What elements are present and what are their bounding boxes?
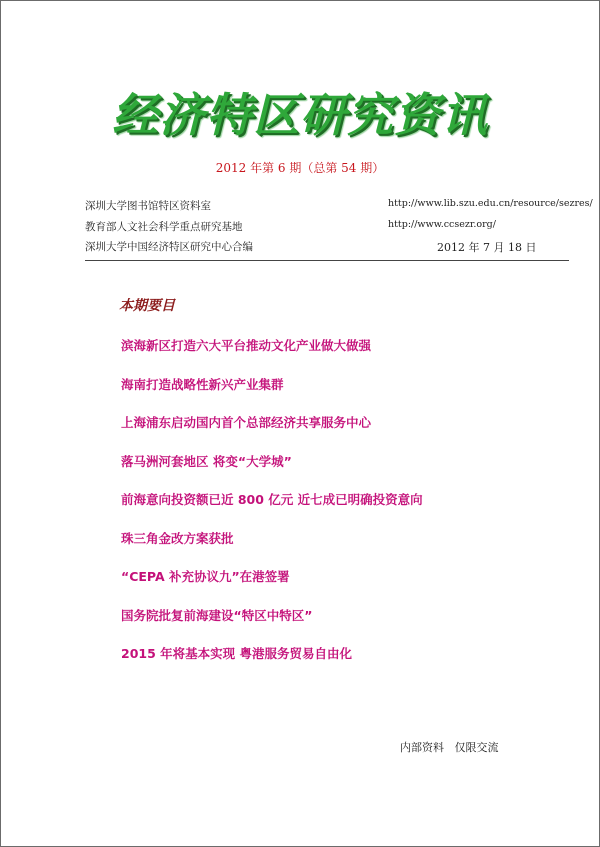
publisher-row xyxy=(85,198,593,216)
toc-item[interactable]: 前海意向投资额已近 800 亿元 近七成已明确投资意向 xyxy=(121,492,423,507)
masthead-title: 经济特区研究资讯 xyxy=(112,88,488,142)
toc-item[interactable]: 上海浦东启动国内首个总部经济共享服务中心 xyxy=(121,415,372,430)
toc-item[interactable]: 落马洲河套地区 将变“大学城” xyxy=(121,453,292,469)
publisher-name: 教育部人文社会科学重点研究基地 xyxy=(85,221,243,233)
publication-date: 2012 年 7 月 18 日 xyxy=(437,241,537,254)
publisher-name: 深圳大学图书馆特区资料室 xyxy=(85,200,211,212)
table-of-contents xyxy=(121,336,581,683)
footer-note: 内部资料 仅限交流 xyxy=(400,741,499,754)
publisher-row xyxy=(85,239,570,257)
toc-item[interactable]: 珠三角金改方案获批 xyxy=(121,530,234,546)
contents-title: 本期要目 xyxy=(119,298,175,314)
toc-item[interactable]: 2015 年将基本实现 粤港服务贸易自由化 xyxy=(121,646,352,661)
publisher-url-link[interactable]: http://www.lib.szu.edu.cn/resource/sezres/ xyxy=(388,198,593,209)
header-divider xyxy=(85,260,569,261)
issue-number: 2012 年第 6 期（总第 54 期） xyxy=(215,161,385,175)
toc-item[interactable]: 国务院批复前海建设“特区中特区” xyxy=(121,607,313,623)
publisher-name: 深圳大学中国经济特区研究中心合编 xyxy=(85,241,253,253)
publisher-row xyxy=(85,219,570,237)
toc-item[interactable]: 海南打造战略性新兴产业集群 xyxy=(121,376,284,392)
toc-item[interactable]: “CEPA 补充协议九”在港签署 xyxy=(121,569,290,584)
publisher-url-link[interactable]: http://www.ccsezr.org/ xyxy=(388,219,496,230)
toc-item[interactable]: 滨海新区打造六大平台推动文化产业做大做强 xyxy=(121,338,372,353)
